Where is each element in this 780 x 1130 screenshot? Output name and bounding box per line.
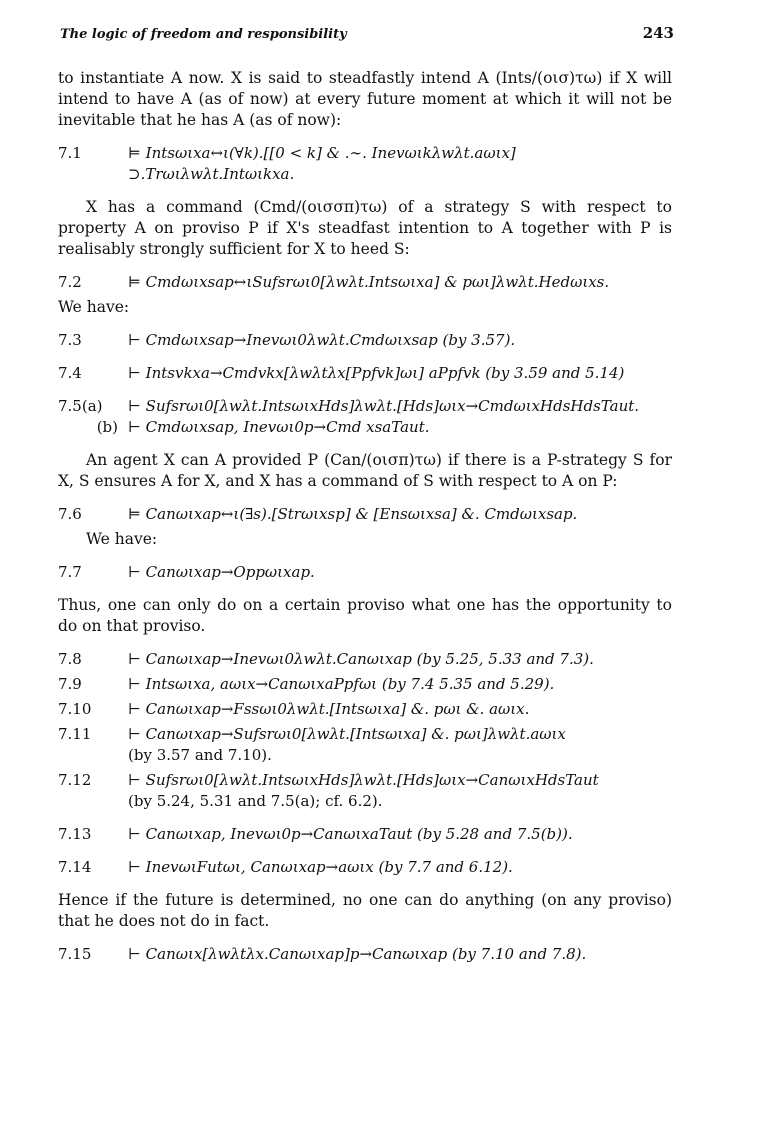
- formula-number: 7.2: [58, 273, 82, 291]
- formula-7-8: [58, 649, 672, 670]
- formula-text: ⊢ Intsωιxa, aωιx→CanωιxaPpfωι (by 7.4 5.35 and 5.29).: [128, 675, 555, 693]
- formula-number: 7.8: [58, 650, 82, 668]
- formula-text: ⊢ Cmdωιxsap, Inevωι0p→Cmd xsaTaut.: [128, 418, 430, 436]
- page-header: [60, 24, 674, 42]
- formula-text-continued: ⊃.Trωιλwλt.Intωιkxa.: [128, 165, 295, 183]
- paragraph-command: X has a command (Cmd/(οισσπ)τω) of a strategy S with respect to property A on proviso P if X's steadfast intention to A together with P is realisably strongly sufficient for X to heed S:: [58, 198, 672, 258]
- formula-7-13: [58, 824, 672, 845]
- formula-text: ⊢ InevωιFutωι, Canωιxap→aωιx (by 7.7 and 6.12).: [128, 858, 513, 876]
- paragraph-determined-future: Hence if the future is determined, no one can do anything (on any proviso) that he does not do in fact.: [58, 891, 672, 930]
- formula-7-4: [58, 363, 672, 384]
- formula-text: ⊢ Sufsrωι0[λwλt.IntsωιxHds]λwλt.[Hds]ωιx→CanωιxHdsTaut: [128, 771, 599, 789]
- formula-7-6: [58, 504, 672, 525]
- formula-number: 7.10: [58, 700, 92, 718]
- formula-7-1: [58, 143, 672, 185]
- formula-number: 7.9: [58, 675, 82, 693]
- formula-number: 7.11: [58, 725, 92, 743]
- formula-citation: (by 3.57 and 7.10).: [128, 746, 272, 764]
- running-title: The logic of freedom and responsibility: [60, 27, 347, 42]
- formula-number: 7.3: [58, 331, 82, 349]
- formula-7-2: [58, 272, 672, 293]
- paragraph-agent-can: An agent X can A provided P (Can/(οισπ)τω) if there is a P-strategy S for X, S ensures A for X, and X has a command of S with respect to A on P:: [58, 451, 672, 490]
- formula-7-3: [58, 330, 672, 351]
- formula-citation: (by 5.24, 5.31 and 7.5(a); cf. 6.2).: [128, 792, 383, 810]
- paragraph-we-have: We have:: [86, 530, 158, 548]
- formula-text: ⊢ Canωιxap→Inevωι0λwλt.Canωιxap (by 5.25, 5.33 and 7.3).: [128, 650, 594, 668]
- paragraph-steadfast-intention: to instantiate A now. X is said to steadfastly intend A (Ints/(οισ)τω) if X will intend to have A (as of now) at every future moment at which it will not be inevitable that he has A (as of now):: [58, 69, 672, 129]
- formula-7-10: [58, 699, 672, 720]
- formula-number: 7.1: [58, 144, 82, 162]
- formula-text: ⊢ Canωιxap, Inevωι0p→CanωιxaTaut (by 5.28 and 7.5(b)).: [128, 825, 573, 843]
- formula-text: ⊢ Sufsrωι0[λwλt.IntsωιxHds]λwλt.[Hds]ωιx→CmdωιxHdsHdsTaut.: [128, 397, 640, 415]
- formula-text: ⊢ Cmdωιxsap→Inevωι0λwλt.Cmdωιxsap (by 3.57).: [128, 331, 516, 349]
- page-body: [58, 68, 672, 977]
- formula-text: ⊢ Intsvkxa→Cmdvkx[λwλtλx[Ppfvk]ωι] aPpfvk (by 3.59 and 5.14): [128, 364, 625, 382]
- paragraph-opportunity: Thus, one can only do on a certain proviso what one has the opportunity to do on that proviso.: [58, 596, 672, 635]
- formula-number: 7.5(a): [58, 397, 103, 415]
- formula-text: ⊨ Cmdωιxsap↔ιSufsrωι0[λwλt.Intsωιxa] & pωι]λwλt.Hedωιxs.: [128, 273, 610, 291]
- formula-7-11: [58, 724, 672, 766]
- paragraph-we-have: We have:: [58, 298, 130, 316]
- formula-text: ⊢ Canωιx[λwλtλx.Canωιxap]p→Canωιxap (by 7.10 and 7.8).: [128, 945, 587, 963]
- formula-7-7: [58, 562, 672, 583]
- formula-number: 7.12: [58, 771, 92, 789]
- formula-number: 7.14: [58, 858, 92, 876]
- page-number: 243: [642, 24, 674, 42]
- formula-7-14: [58, 857, 672, 878]
- formula-7-9: [58, 674, 672, 695]
- formula-7-12: [58, 770, 672, 812]
- formula-text: ⊨ Intsωιxa↔ι(∀k).[[0 < k] & .∼. Inevωιkλwλt.aωιx]: [128, 144, 516, 162]
- formula-text: ⊨ Canωιxap↔ι(∃s).[Strωιxsp] & [Ensωιxsa] &. Cmdωιxsap.: [128, 505, 578, 523]
- formula-text: ⊢ Canωιxap→Sufsrωι0[λwλt.[Intsωιxa] &. pωι]λwλt.aωιx: [128, 725, 566, 743]
- formula-number: 7.13: [58, 825, 92, 843]
- formula-7-15: [58, 944, 672, 965]
- formula-subnumber: (b): [96, 418, 118, 436]
- formula-text: ⊢ Canωιxap→Oppωιxap.: [128, 563, 315, 581]
- formula-7-5: [58, 396, 672, 438]
- formula-number: 7.15: [58, 945, 92, 963]
- formula-text: ⊢ Canωιxap→Fssωι0λwλt.[Intsωιxa] &. pωι &. aωιx.: [128, 700, 530, 718]
- formula-number: 7.4: [58, 364, 82, 382]
- formula-number: 7.7: [58, 563, 82, 581]
- formula-number: 7.6: [58, 505, 82, 523]
